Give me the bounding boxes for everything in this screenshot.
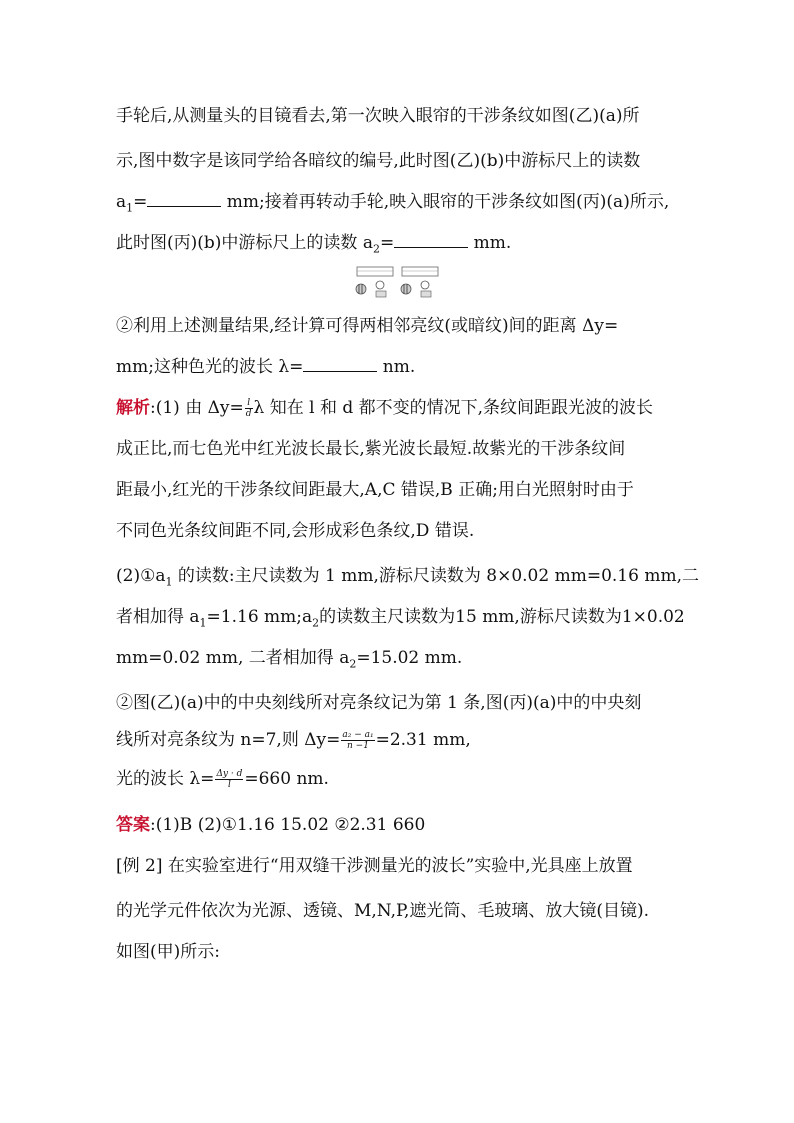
fraction: $\frac{\text{a₂ − a₁}}{n -1}$ xyxy=(342,730,374,751)
text-span: 者相加得 a xyxy=(116,607,200,627)
text-span: =2.31 mm, xyxy=(375,730,471,750)
text-line xyxy=(116,768,329,790)
text-span: =660 nm. xyxy=(244,769,329,789)
text-span: mm=0.02 mm, 二者相加得 a xyxy=(116,648,350,668)
text-line: 示,图中数字是该同学给各暗纹的编号,此时图(乙)(b)中游标尺上的读数 xyxy=(116,151,641,171)
text-line xyxy=(116,606,685,634)
text-line xyxy=(116,647,462,675)
text-line xyxy=(116,232,511,260)
text-line: 不同色光条纹间距不同,会形成彩色条纹,D 错误. xyxy=(116,521,475,541)
text-span: 的读数:主尺读数为 1 mm,游标尺读数为 8×0.02 mm=0.16 mm,二 xyxy=(172,566,699,586)
subscript: 1 xyxy=(165,575,173,589)
text-line xyxy=(116,729,471,751)
text-line: 成正比,而七色光中红光波长最长,紫光波长最短.故紫光的干涉条纹间 xyxy=(116,439,626,459)
text-span: λ 知在 l 和 d 都不变的情况下,条纹间距跟光波的波长 xyxy=(253,398,654,418)
text-line: 距最小,红光的干涉条纹间距最大,A,C 错误,B 正确;用白光照射时由于 xyxy=(116,480,634,500)
text-span: =1.16 mm;a xyxy=(206,607,313,627)
fraction: $\frac{l}{d}$ xyxy=(245,398,252,419)
subscript: 1 xyxy=(126,201,134,215)
text-span: (2)①a xyxy=(116,566,166,586)
text-span: mm. xyxy=(468,233,512,253)
analysis-label: 解析 xyxy=(116,398,150,418)
text-span: :(1)B (2)①1.16 15.02 ②2.31 660 xyxy=(150,815,426,835)
answer-blank xyxy=(147,191,221,207)
text-span: =15.02 mm. xyxy=(356,648,463,668)
figure-part xyxy=(401,267,438,297)
text-span: = xyxy=(133,192,148,212)
answer-blank xyxy=(303,356,377,372)
text-span: = xyxy=(379,233,395,253)
answer-label: 答案 xyxy=(116,815,150,835)
text-span: mm;接着再转动手轮,映入眼帘的干涉条纹如图(丙)(a)所示, xyxy=(221,192,670,212)
text-line xyxy=(116,356,415,378)
text-line xyxy=(116,191,669,219)
subscript: 1 xyxy=(199,616,207,630)
text-span: nm. xyxy=(377,357,416,377)
text-line xyxy=(116,397,653,419)
text-line: [例 2] 在实验室进行“用双缝干涉测量光的波长”实验中,光具座上放置 xyxy=(116,856,633,876)
text-line: 如图(甲)所示: xyxy=(116,942,220,962)
answer-blank xyxy=(394,232,468,248)
fraction: $\frac{\Delta y \cdot d}{l}$ xyxy=(216,769,243,790)
text-span: 的读数主尺读数为15 mm,游标尺读数为1×0.02 xyxy=(319,607,685,627)
text-span: a xyxy=(116,192,127,212)
subscript: 2 xyxy=(312,616,320,630)
text-line: ②图(乙)(a)中的中央刻线所对亮条纹记为第 1 条,图(丙)(a)中的中央刻 xyxy=(116,693,642,713)
text-span: mm;这种色光的波长 λ= xyxy=(116,357,304,377)
text-span: 线所对亮条纹为 n=7,则 Δy= xyxy=(116,730,341,750)
text-span: 光的波长 λ= xyxy=(116,769,215,789)
interference-figure xyxy=(355,265,445,301)
subscript: 2 xyxy=(349,657,357,671)
text-line: 手轮后,从测量头的目镜看去,第一次映入眼帘的干涉条纹如图(乙)(a)所 xyxy=(116,106,640,126)
text-line xyxy=(116,814,425,836)
text-line: 的光学元件依次为光源、透镜、M,N,P,遮光筒、毛玻璃、放大镜(目镜). xyxy=(116,901,650,921)
text-span: 此时图(丙)(b)中游标尺上的读数 a xyxy=(116,233,373,253)
figure-part xyxy=(356,267,393,297)
text-line: ②利用上述测量结果,经计算可得两相邻亮纹(或暗纹)间的距离 Δy= xyxy=(116,316,619,336)
text-span: :(1) 由 Δy= xyxy=(150,398,244,418)
text-line xyxy=(116,565,699,593)
subscript: 2 xyxy=(372,242,380,256)
